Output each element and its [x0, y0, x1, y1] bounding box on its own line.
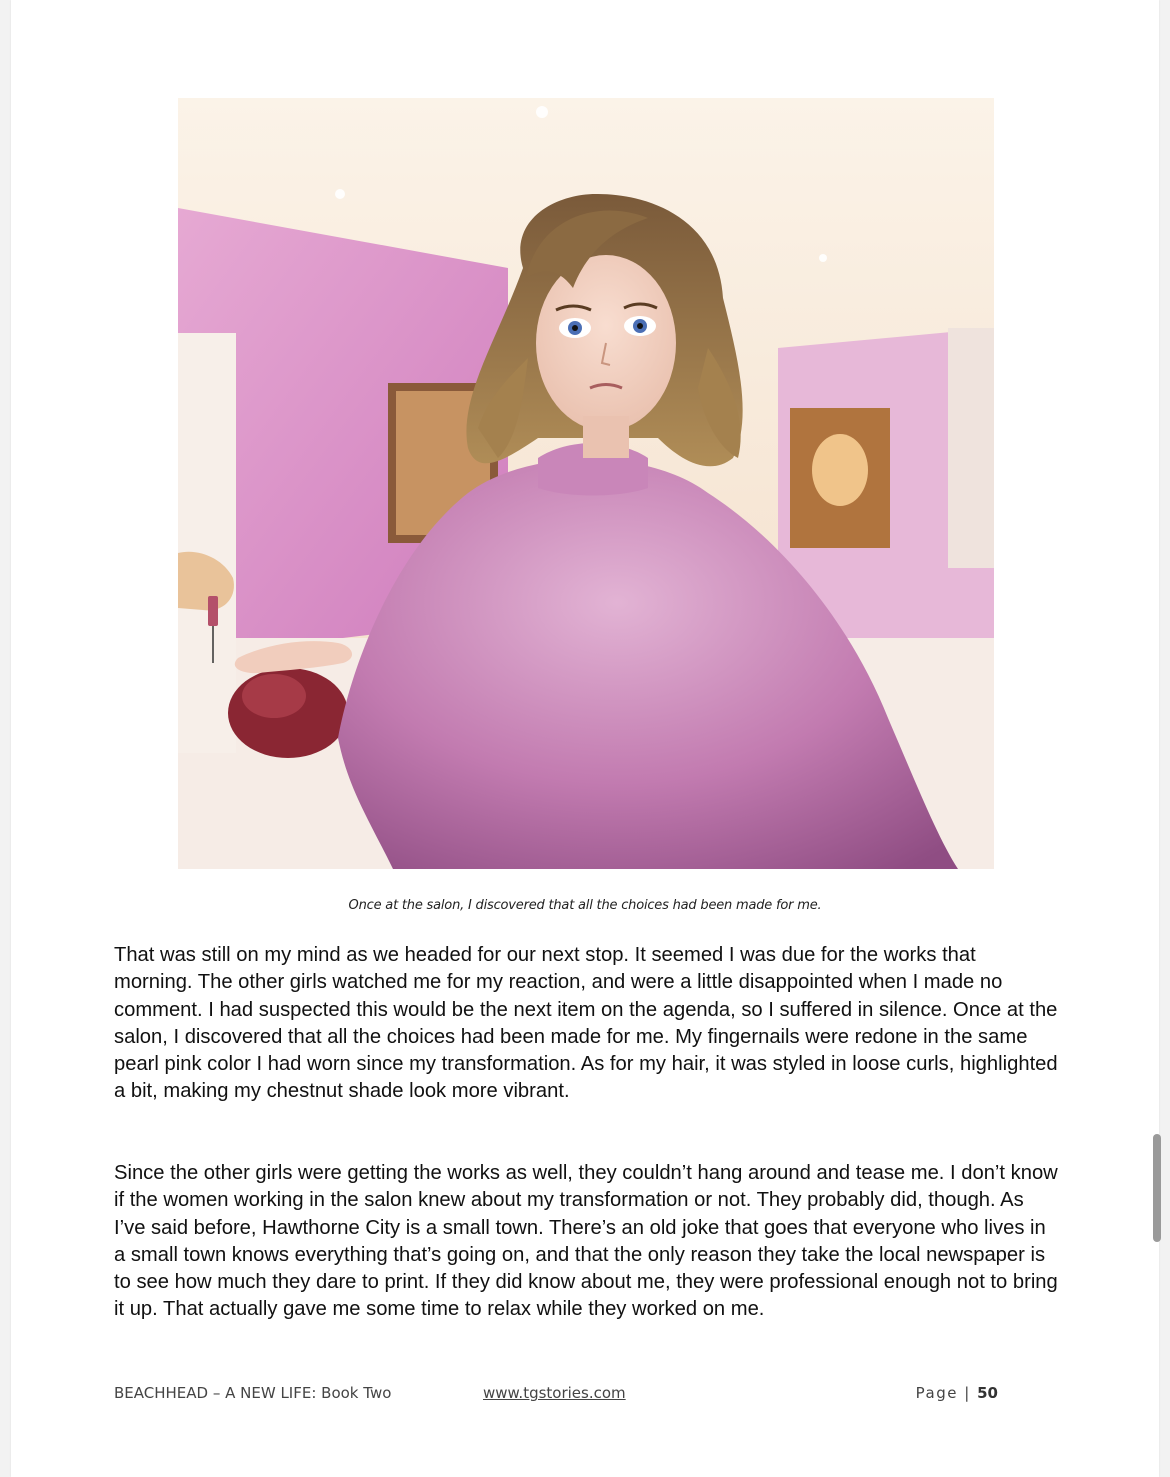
illustration-svg	[178, 98, 994, 869]
page-number: 50	[977, 1384, 998, 1402]
footer-book-title: BEACHHEAD – A NEW LIFE: Book Two	[114, 1384, 392, 1402]
figure-caption: Once at the salon, I discovered that all the choices had been made for me.	[348, 898, 822, 913]
shelf	[948, 328, 994, 568]
page-label: Page	[915, 1384, 958, 1402]
ceiling-light-3	[819, 254, 827, 262]
neck	[583, 416, 629, 458]
ceiling-light-2	[335, 189, 345, 199]
footer-website-link[interactable]: www.tgstories.com	[483, 1384, 626, 1402]
salon-illustration	[178, 98, 994, 869]
body-paragraph-2: Since the other girls were getting the works as well, they couldn’t hang around and tease me. I don’t know if the women working in the salon knew about my transformation or not. They probably did, though. As I’ve said before, Hawthorne City is a small town. There’s an old joke that goes that everyone who lives in a small town knows everything that’s going on, and that the only reason they take the local newspaper is to see how much they dare to print. If they did know about me, they were professional enough not to bring it up. That actually gave me some time to relax while they worked on me.	[114, 1162, 1058, 1321]
nail-polish-bottle	[208, 596, 218, 626]
footer-page-number	[916, 1384, 998, 1402]
scrollbar-thumb[interactable]	[1153, 1134, 1161, 1242]
page-separator: |	[964, 1384, 971, 1402]
left-door	[178, 333, 236, 753]
ceiling-light-1	[536, 106, 548, 118]
body-paragraph-1: That was still on my mind as we headed for our next stop. It seemed I was due for the works that morning. The other girls watched me for my reaction, and were a little disappointed when I made no comment. I had suspected this would be the next item on the agenda, so I suffered in silence. Once at the salon, I discovered that all the choices had been made for me. My fingernails were redone in the same pearl pink color I had worn since my transformation. As for my hair, it was styled in loose curls, highlighted a bit, making my chestnut shade look more vibrant.	[114, 944, 1058, 1103]
